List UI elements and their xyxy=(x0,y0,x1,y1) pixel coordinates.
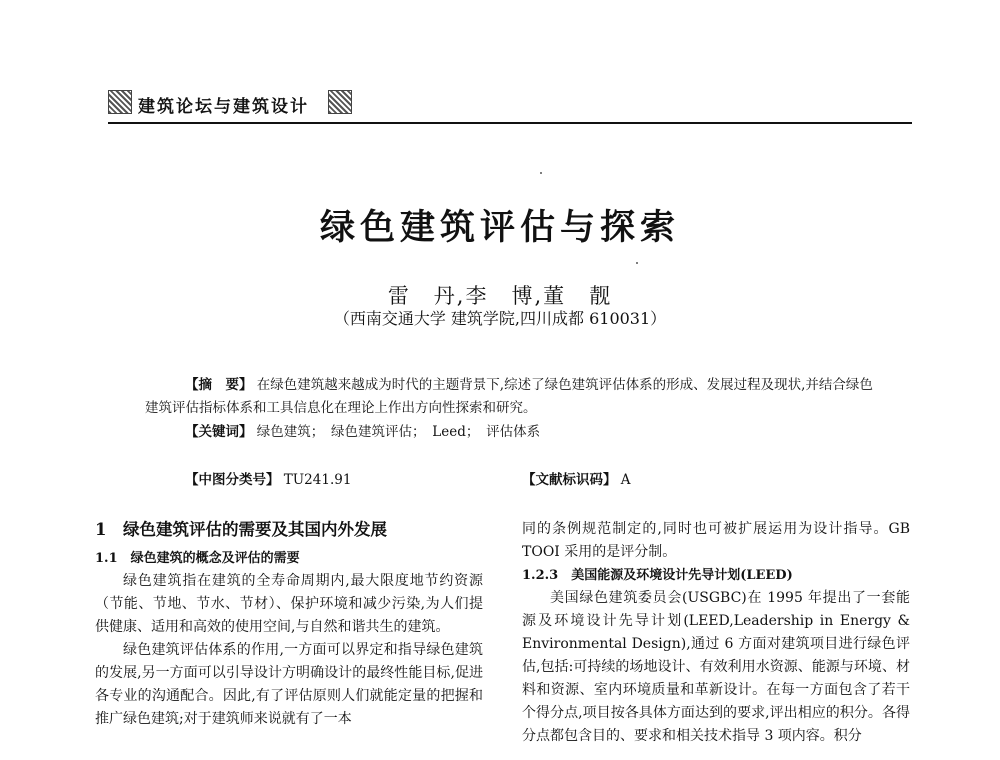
scan-speck xyxy=(636,262,638,264)
abstract-text: 在绿色建筑越来越成为时代的主题背景下,综述了绿色建筑评估体系的形成、发展过程及现状,并结合绿色建筑评估指标体系和工具信息化在理论上作出方向性探索和研究。 xyxy=(145,377,873,416)
header-ornament-icon xyxy=(328,90,352,114)
section-heading: 1 绿色建筑评估的需要及其国内外发展 xyxy=(95,520,387,539)
classification-code xyxy=(185,468,351,488)
subsection-heading: 1.2.3 美国能源及环境设计先导计划(LEED) xyxy=(522,568,793,583)
body-paragraph: 同的条例规范制定的,同时也可被扩展运用为设计指导。GB TOOI 采用的是评分制。 xyxy=(522,521,910,560)
subsection-heading: 1.1 绿色建筑的概念及评估的需要 xyxy=(95,551,300,566)
paper-title: 绿色建筑评估与探索 xyxy=(319,207,680,248)
running-header xyxy=(108,86,912,124)
header-ornament-icon xyxy=(108,90,132,114)
body-paragraph: 美国绿色建筑委员会(USGBC)在 1995 年提出了一套能源及环境设计先导计划(LEED,Leadership in Energy & Environmental Design),通过 6 方面对建筑项目进行绿色评估,包括:可持续的场地设计、有效利用水资源、能源与环境、材料和资源、室内环境质量和革新设计。在每一方面包含了若干个得分点,项目按各具体方面达到的要求,评出相应的积分。各得分点都包含目的、要求和相关技术指导 3 项内容。积分 xyxy=(522,590,910,744)
classification-label: 【中图分类号】 xyxy=(185,472,280,488)
body-paragraph: 绿色建筑指在建筑的全寿命周期内,最大限度地节约资源（节能、节地、节水、节材）、保护环境和减少污染,为人们提供健康、适用和高效的使用空间,与自然和谐共生的建筑。 xyxy=(95,573,483,635)
abstract-label: 【摘 要】 xyxy=(185,377,253,393)
abstract xyxy=(145,374,875,420)
header-section-title: 建筑论坛与建筑设计 xyxy=(138,97,309,117)
left-column xyxy=(95,518,483,731)
body-paragraph: 绿色建筑评估体系的作用,一方面可以界定和指导绿色建筑的发展,另一方面可以引导设计方明确设计的最终性能目标,促进各专业的沟通配合。因此,有了评估原则人们就能定量的把握和推广绿色建筑;对于建筑师来说就有了一本 xyxy=(95,642,483,727)
keywords-text: 绿色建筑； 绿色建筑评估； Leed； 评估体系 xyxy=(256,424,541,440)
document-code-value: A xyxy=(620,472,631,488)
right-column xyxy=(522,518,910,748)
scan-speck xyxy=(540,172,542,174)
paper-authors: 雷 丹,李 博,董 靓 xyxy=(387,284,613,308)
classification-value: TU241.91 xyxy=(283,472,352,488)
keywords-label: 【关键词】 xyxy=(185,424,253,440)
paper-affiliation: （西南交通大学 建筑学院,四川成都 610031） xyxy=(333,309,667,328)
document-code-label: 【文献标识码】 xyxy=(522,472,617,488)
keywords xyxy=(185,420,540,440)
document-code xyxy=(522,468,631,488)
